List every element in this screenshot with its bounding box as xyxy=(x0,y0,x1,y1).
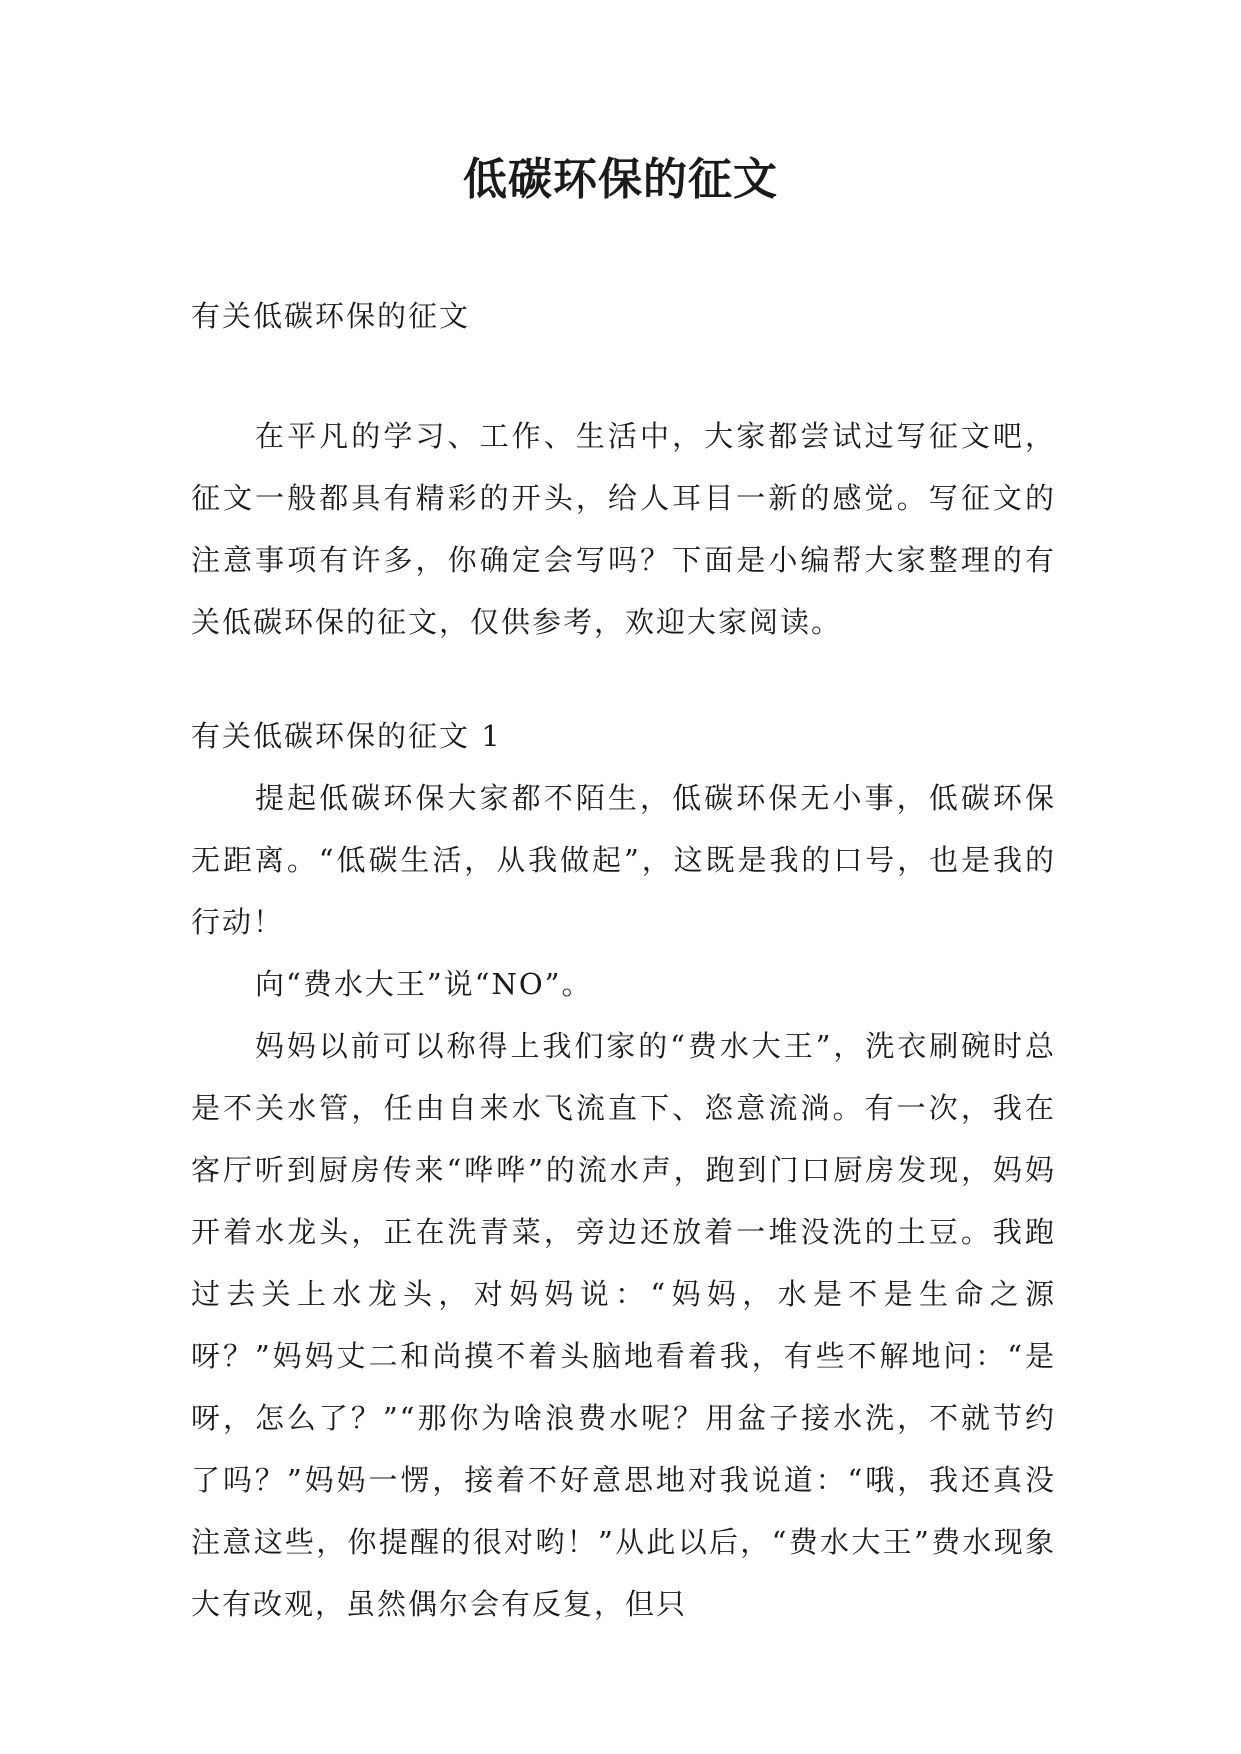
document-body xyxy=(191,285,1056,1635)
spacer xyxy=(191,347,1056,405)
spacer xyxy=(191,653,1056,705)
section-heading: 有关低碳环保的征文 1 xyxy=(191,719,502,753)
body-paragraph: 妈妈以前可以称得上我们家的“费水大王”，洗衣刷碗时总是不关水管，任由自来水飞流直下、恣意流淌。有一次，我在客厅听到厨房传来“哗哗”的流水声，跑到门口厨房发现，妈妈开着水龙头，正在洗青菜，旁边还放着一堆没洗的土豆。我跑过去关上水龙头，对妈妈说：“妈妈，水是不是生命之源呀？”妈妈丈二和尚摸不着头脑地看着我，有些不解地问：“是呀，怎么了？”“那你为啥浪费水呢？用盆子接水洗，不就节约了吗？”妈妈一愣，接着不好意思地对我说道：“哦，我还真没注意这些，你提醒的很对哟！”从此以后，“费水大王”费水现象大有改观，虽然偶尔会有反复，但只 xyxy=(191,1029,1056,1621)
intro-paragraph: 在平凡的学习、工作、生活中，大家都尝试过写征文吧，征文一般都具有精彩的开头，给人耳目一新的感觉。写征文的注意事项有许多，你确定会写吗？下面是小编帮大家整理的有关低碳环保的征文，仅供参考，欢迎大家阅读。 xyxy=(191,419,1056,639)
document-subtitle: 有关低碳环保的征文 xyxy=(191,299,471,333)
body-paragraph: 提起低碳环保大家都不陌生，低碳环保无小事，低碳环保无距离。“低碳生活，从我做起”，这既是我的口号，也是我的行动！ xyxy=(191,781,1056,939)
document-title: 低碳环保的征文 xyxy=(463,154,778,205)
body-paragraph: 向“费水大王”说“NO”。 xyxy=(255,967,593,1001)
